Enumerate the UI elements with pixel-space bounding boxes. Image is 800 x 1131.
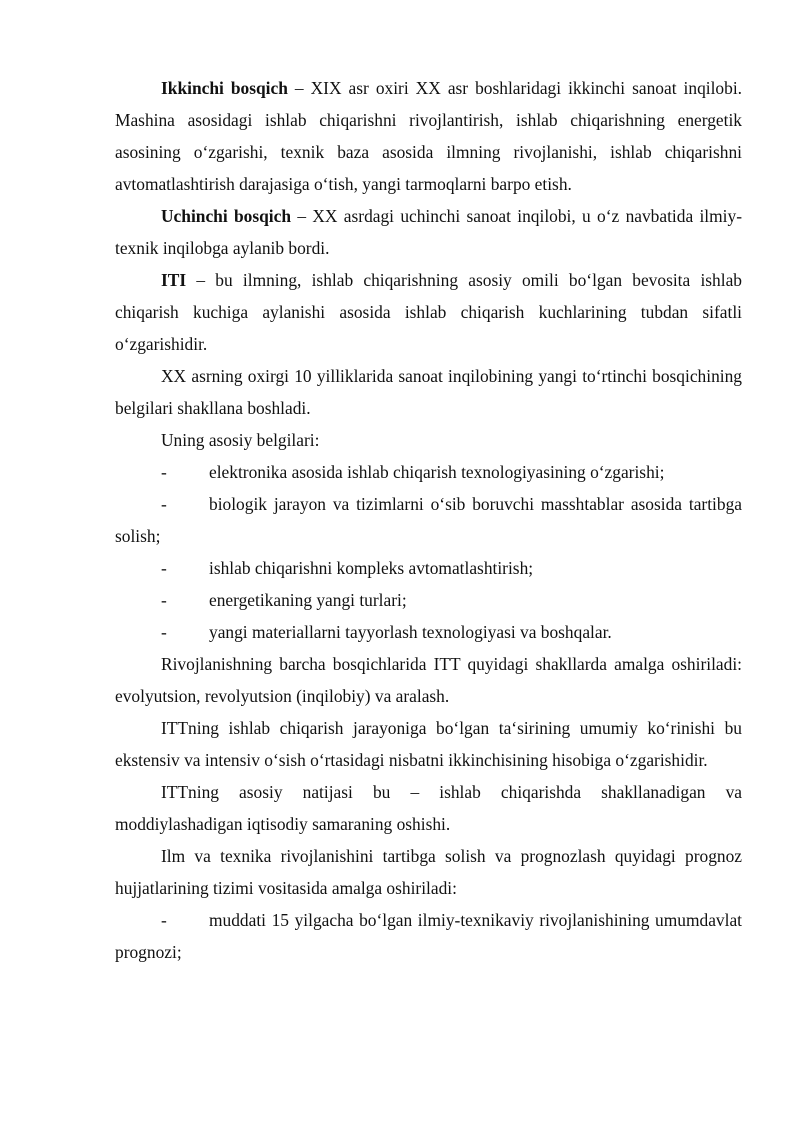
paragraph-text: – XX asrdagi uchinchi sanoat inqilobi, u o‘z navbatida ilmiy-texnik inqilobga aylanib bordi. <box>115 206 742 258</box>
list-item-text: ishlab chiqarishni kompleks avtomatlashtirish; <box>209 558 534 578</box>
list-dash: - <box>161 462 167 482</box>
paragraph-itt-tasir: ITTning ishlab chiqarish jarayoniga bo‘lgan ta‘sirining umumiy ko‘rinishi bu ekstensiv va intensiv o‘sish o‘rtasidagi nisbatni ikkinchisining hisobiga o‘zgarishidir. <box>115 718 742 770</box>
list-item <box>115 456 742 488</box>
list-item <box>115 488 742 552</box>
list-dash: - <box>161 590 167 610</box>
term-uchinchi-bosqich: Uchinchi bosqich <box>161 206 292 226</box>
list-dash: - <box>161 494 167 514</box>
paragraph-text: – bu ilmning, ishlab chiqarishning asosiy omili bo‘lgan bevosita ishlab chiqarish kuchiga aylanishi asosida ishlab chiqarish kuchlarining tubdan sifatli o‘zgarishidir. <box>115 270 742 354</box>
paragraph-asosiy-belgilari: Uning asosiy belgilari: <box>161 430 320 450</box>
paragraph-xx-asr: XX asrning oxirgi 10 yilliklarida sanoat inqilobining yangi to‘rtinchi bosqichining belgilari shakllana boshladi. <box>115 366 742 418</box>
document-body <box>115 72 742 968</box>
paragraph-ikkinchi-bosqich <box>115 72 742 200</box>
paragraph-uchinchi-bosqich <box>115 200 742 264</box>
list-item <box>115 584 742 616</box>
list-item-text: yangi materiallarni tayyorlash texnologiyasi va boshqalar. <box>209 622 612 642</box>
list-item <box>115 616 742 648</box>
list-item-text: biologik jarayon va tizimlarni o‘sib boruvchi masshtablar asosida tartibga solish; <box>115 494 742 546</box>
term-iti: ITI <box>161 270 187 290</box>
list-item-text: energetikaning yangi turlari; <box>209 590 407 610</box>
list-dash: - <box>161 910 167 930</box>
term-ikkinchi-bosqich: Ikkinchi bosqich <box>161 78 288 98</box>
list-item-text: elektronika asosida ishlab chiqarish texnologiyasining o‘zgarishi; <box>209 462 665 482</box>
paragraph-iti <box>115 264 742 360</box>
list-dash: - <box>161 558 167 578</box>
paragraph-rivojlanish: Rivojlanishning barcha bosqichlarida ITT quyidagi shakllarda amalga oshiriladi: evolyutsion, revolyutsion (inqilobiy) va aralash. <box>115 654 742 706</box>
list-dash: - <box>161 622 167 642</box>
list-item-text: muddati 15 yilgacha bo‘lgan ilmiy-texnikaviy rivojlanishining umumdavlat prognozi; <box>115 910 742 962</box>
paragraph-text: – XIX asr oxiri XX asr boshlaridagi ikkinchi sanoat inqilobi. Mashina asosidagi ishlab chiqarishni rivojlantirish, ishlab chiqarishning energetik asosining o‘zgarishi, texnik baza asosida ilmning rivojlanishi, ishlab chiqarishni avtomatlashtirish darajasiga o‘tish, yangi tarmoqlarni barpo etish. <box>115 78 742 194</box>
list-item <box>115 552 742 584</box>
list-item <box>115 904 742 968</box>
paragraph-prognoz: Ilm va texnika rivojlanishini tartibga solish va prognozlash quyidagi prognoz hujjatlarining tizimi vositasida amalga oshiriladi: <box>115 846 742 898</box>
paragraph-itt-natija: ITTning asosiy natijasi bu – ishlab chiqarishda shakllanadigan va moddiylashadigan iqtisodiy samaraning oshishi. <box>115 782 742 834</box>
